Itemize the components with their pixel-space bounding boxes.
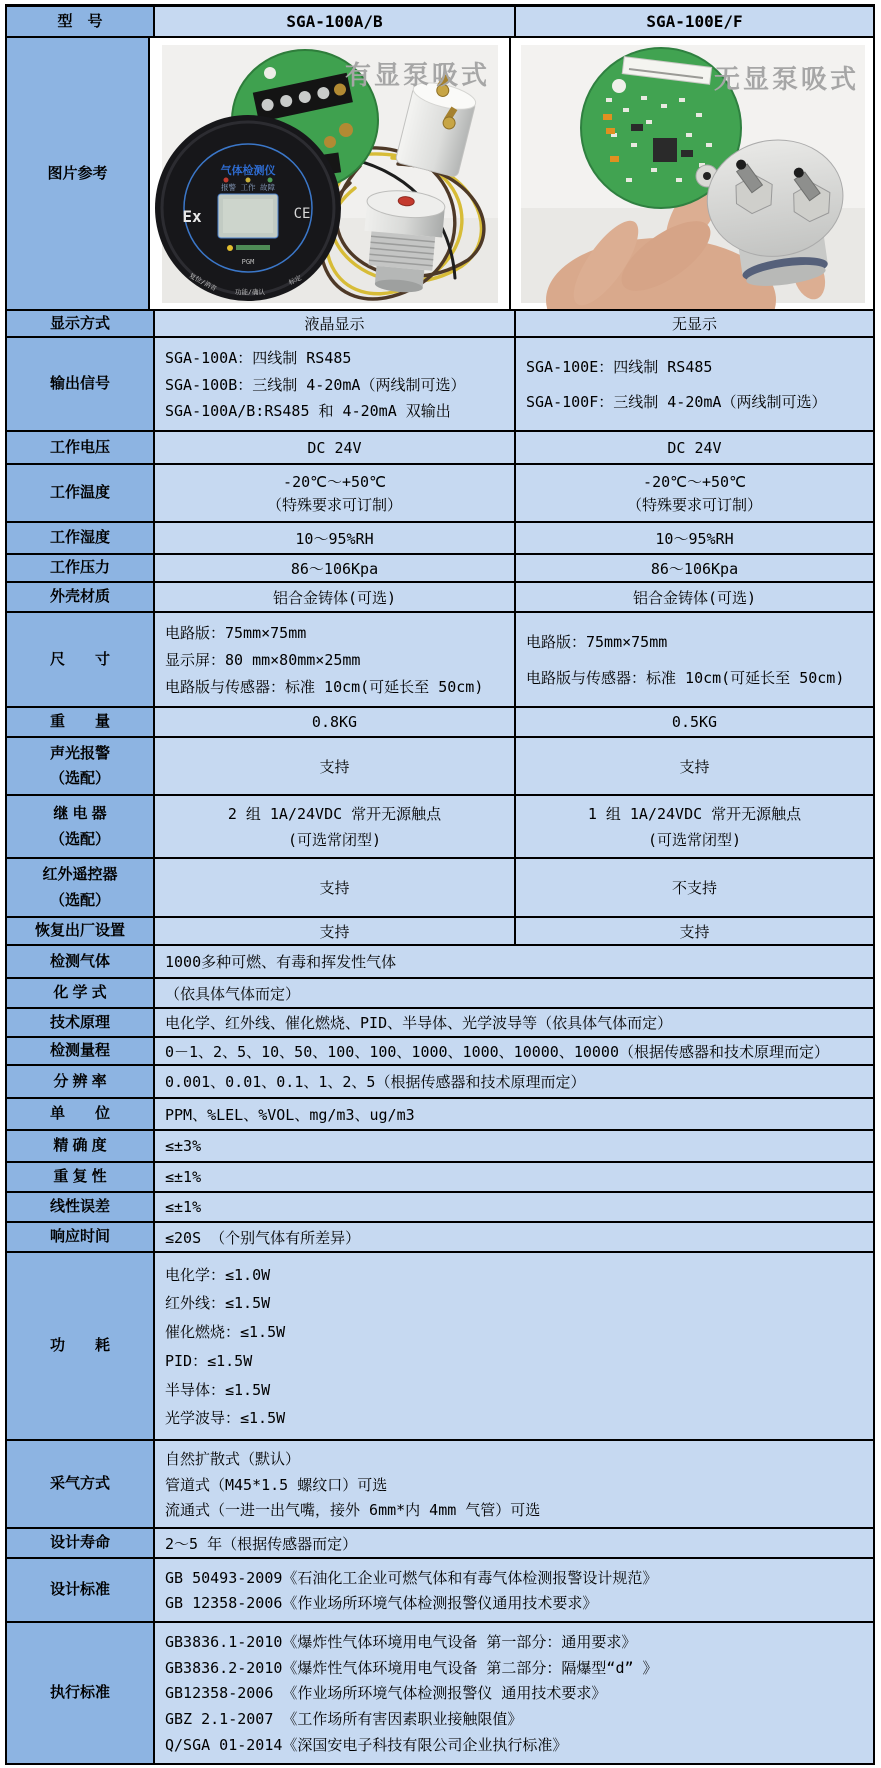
value-cell: 86～106Kpa <box>155 555 516 581</box>
value-cell: ≤±1% <box>155 1163 873 1191</box>
spec-row-dimensions <box>7 613 873 708</box>
value-cell <box>155 1623 873 1763</box>
value-cell: 铝合金铸体(可选) <box>516 583 873 611</box>
watermark-left: 有显泵吸式 <box>344 61 490 91</box>
pgm-label: PGM <box>241 258 255 266</box>
row-label: 技术原理 <box>7 1009 155 1036</box>
row-label: 检测量程 <box>7 1038 155 1064</box>
row-label: 化 学 式 <box>7 979 155 1007</box>
value-line: GB 50493-2009《石油化工企业可燃气体和有毒气体检测报警设计规范》 <box>165 1568 658 1587</box>
button-label-mid: 功能/确认 <box>235 288 265 296</box>
value-cell: DC 24V <box>155 432 516 463</box>
fault-led <box>268 178 273 183</box>
value-cell: 支持 <box>516 738 873 794</box>
row-label: 执行标准 <box>7 1623 155 1763</box>
spec-row-relay <box>7 796 873 859</box>
row-label: 单 位 <box>7 1099 155 1129</box>
value-cell: PPM、%LEL、%VOL、mg/m3、ug/m3 <box>155 1099 873 1129</box>
spec-row-repeatability <box>7 1163 873 1193</box>
spec-row-temperature <box>7 465 873 523</box>
row-label-line: （选配） <box>49 891 110 909</box>
value-cell: 铝合金铸体(可选) <box>155 583 516 611</box>
photo-cell-right <box>511 38 873 309</box>
detector-title: 气体检测仪 <box>220 164 276 177</box>
value-line: SGA-100E：四线制 RS485 <box>526 357 713 376</box>
spec-row-display <box>7 311 873 338</box>
spec-row-exec-standards <box>7 1623 873 1763</box>
value-cell <box>155 338 516 430</box>
lcd-inner <box>223 199 273 233</box>
value-cell: 0.8KG <box>155 708 516 736</box>
spec-row-gases <box>7 946 873 979</box>
value-cell <box>155 796 516 857</box>
value-line: 管道式（M45*1.5 螺纹口）可选 <box>165 1475 388 1494</box>
value-cell: 支持 <box>155 918 516 944</box>
value-line: 2 组 1A/24VDC 常开无源触点 <box>227 805 442 824</box>
row-label-line: 声光报警 <box>49 744 110 762</box>
value-line: 电路版：75mm×75mm <box>526 633 668 651</box>
value-cell: 1000多种可燃、有毒和挥发性气体 <box>155 946 873 977</box>
row-label: 重 复 性 <box>7 1163 155 1191</box>
value-line: 电路版与传感器：标准 10cm(可延长至 50cm) <box>526 669 845 687</box>
row-label: 尺 寸 <box>7 613 155 706</box>
value-line: 显示屏：80 mm×80mm×25mm <box>165 651 361 669</box>
value-line: (可选常闭型) <box>647 830 742 849</box>
value-line: 电化学：≤1.0W <box>165 1265 271 1284</box>
value-line: GBZ 2.1-2007 《工作场所有害因素职业接触限值》 <box>165 1710 523 1729</box>
row-label-line: 红外遥控器 <box>42 866 118 883</box>
value-cell: 10～95%RH <box>155 523 516 553</box>
spec-row-weight <box>7 708 873 738</box>
row-label <box>7 738 155 794</box>
led-labels: 报警 工作 故障 <box>220 183 276 192</box>
value-line: 1 组 1A/24VDC 常开无源触点 <box>587 805 802 824</box>
row-label: 工作电压 <box>7 432 155 463</box>
spec-row-housing <box>7 583 873 613</box>
row-label: 精 确 度 <box>7 1131 155 1161</box>
alarm-led <box>224 178 229 183</box>
row-label: 工作湿度 <box>7 523 155 553</box>
value-line: （特殊要求可订制） <box>626 496 762 515</box>
value-cell: ≤20S （个别气体有所差异） <box>155 1223 873 1251</box>
brand-dot <box>227 245 233 251</box>
product-spec-table <box>5 4 875 1765</box>
value-cell <box>155 1559 873 1621</box>
spec-row-ir-remote <box>7 859 873 918</box>
spec-row-voltage <box>7 432 873 465</box>
spec-row-resolution <box>7 1066 873 1099</box>
header-model-a-b: SGA-100A/B <box>155 7 516 36</box>
spec-row-pressure <box>7 555 873 583</box>
image-row <box>7 38 873 311</box>
spec-row-lifespan <box>7 1529 873 1559</box>
value-line: SGA-100A：四线制 RS485 <box>165 348 352 367</box>
spec-row-principle <box>7 1009 873 1038</box>
value-line: GB 12358-2006《作业场所环境气体检测报警仪通用技术要求》 <box>165 1594 598 1613</box>
value-line: 流通式（一进一出气嘴，接外 6mm*内 4mm 气管）可选 <box>165 1500 541 1519</box>
value-cell: DC 24V <box>516 432 873 463</box>
value-cell: 支持 <box>155 859 516 916</box>
value-line: Q/SGA 01-2014《深国安电子科技有限公司企业执行标准》 <box>165 1736 568 1755</box>
value-line: （特殊要求可订制） <box>266 496 402 515</box>
spec-row-humidity <box>7 523 873 555</box>
spec-row-alarm <box>7 738 873 796</box>
value-line: 电路版：75mm×75mm <box>165 624 307 642</box>
value-line: -20℃～+50℃ <box>283 472 386 491</box>
row-label: 设计寿命 <box>7 1529 155 1557</box>
ce-mark: CE <box>293 206 311 222</box>
row-label: 检测气体 <box>7 946 155 977</box>
value-cell: 0.001、0.01、0.1、1、2、5（根据传感器和技术原理而定） <box>155 1066 873 1097</box>
button-label-left: 复位/消音 <box>187 271 219 293</box>
value-cell <box>155 465 516 521</box>
value-line: SGA-100B：三线制 4-20mA（两线制可选） <box>165 375 466 394</box>
value-line: PID：≤1.5W <box>165 1351 253 1370</box>
value-cell: 无显示 <box>516 311 873 336</box>
spec-row-factory-reset <box>7 918 873 946</box>
value-cell: 2～5 年（根据传感器而定） <box>155 1529 873 1557</box>
value-cell <box>516 796 873 857</box>
spec-row-units <box>7 1099 873 1131</box>
value-cell <box>155 613 516 706</box>
photo-cell-left <box>150 38 511 309</box>
work-led <box>246 178 251 183</box>
row-label-line: （选配） <box>49 830 110 848</box>
row-label: 响应时间 <box>7 1223 155 1251</box>
value-line: GB3836.2-2010《爆炸性气体环境用电气设备 第二部分：隔爆型“d” 》 <box>165 1658 658 1677</box>
row-label: 恢复出厂设置 <box>7 918 155 944</box>
row-label: 线性误差 <box>7 1193 155 1221</box>
value-cell: 10～95%RH <box>516 523 873 553</box>
value-cell: 86～106Kpa <box>516 555 873 581</box>
spec-row-formula <box>7 979 873 1009</box>
spec-row-power <box>7 1253 873 1441</box>
row-label: 采气方式 <box>7 1441 155 1527</box>
value-cell <box>516 338 873 430</box>
value-cell <box>516 465 873 521</box>
value-cell <box>155 1441 873 1527</box>
value-cell: 支持 <box>155 738 516 794</box>
value-cell <box>516 613 873 706</box>
row-label: 工作温度 <box>7 465 155 521</box>
spec-row-design-standards <box>7 1559 873 1623</box>
value-line: SGA-100A/B:RS485 和 4-20mA 双输出 <box>165 402 451 421</box>
value-line: 催化燃烧：≤1.5W <box>165 1323 286 1342</box>
row-label <box>7 859 155 916</box>
value-cell: 液晶显示 <box>155 311 516 336</box>
product-photo-pump-with-display <box>150 38 509 309</box>
value-line: 半导体：≤1.5W <box>165 1380 271 1399</box>
spec-row-response-time <box>7 1223 873 1253</box>
spec-row-output-signal <box>7 338 873 432</box>
image-row-label: 图片参考 <box>7 38 150 309</box>
row-label: 外壳材质 <box>7 583 155 611</box>
row-label: 输出信号 <box>7 338 155 430</box>
row-label: 功 耗 <box>7 1253 155 1439</box>
spec-row-sampling <box>7 1441 873 1529</box>
value-cell: 不支持 <box>516 859 873 916</box>
value-cell: 支持 <box>516 918 873 944</box>
brass-screw <box>324 136 336 148</box>
row-label: 显示方式 <box>7 311 155 336</box>
value-line: 红外线：≤1.5W <box>165 1294 271 1313</box>
value-cell: 0－1、2、5、10、50、100、100、1000、1000、10000、10000（根据传感器和技术原理而定） <box>155 1038 873 1064</box>
row-label: 设计标准 <box>7 1559 155 1621</box>
spec-row-linearity <box>7 1193 873 1223</box>
value-line: 自然扩散式（默认） <box>165 1450 301 1469</box>
value-cell: ≤±1% <box>155 1193 873 1221</box>
gas-detector-display-unit <box>155 115 341 301</box>
row-label <box>7 796 155 857</box>
header-row <box>7 7 873 38</box>
value-line: GB3836.1-2010《爆炸性气体环境用电气设备 第一部分：通用要求》 <box>165 1632 637 1651</box>
product-photo-pump-no-display <box>511 38 873 309</box>
value-line: GB12358-2006 《作业场所环境气体检测报警仪 通用技术要求》 <box>165 1684 607 1703</box>
row-label: 工作压力 <box>7 555 155 581</box>
value-cell: ≤±3% <box>155 1131 873 1161</box>
watermark-right: 无显泵吸式 <box>713 65 859 95</box>
row-label: 分 辨 率 <box>7 1066 155 1097</box>
header-model-e-f: SGA-100E/F <box>516 7 873 36</box>
button-label-right: 标定 <box>287 273 303 287</box>
spec-row-range <box>7 1038 873 1066</box>
ex-mark: Ex <box>182 207 202 226</box>
row-label-line: 继 电 器 <box>53 805 107 822</box>
value-line: -20℃～+50℃ <box>643 472 746 491</box>
value-cell: （依具体气体而定） <box>155 979 873 1007</box>
brand-text-blur <box>236 245 270 250</box>
value-line: 光学波导：≤1.5W <box>165 1409 286 1428</box>
spec-row-accuracy <box>7 1131 873 1163</box>
row-label-line: （选配） <box>49 770 110 787</box>
header-model-label: 型 号 <box>7 7 155 36</box>
value-cell: 电化学、红外线、催化燃烧、PID、半导体、光学波导等（依具体气体而定） <box>155 1009 873 1036</box>
row-label: 重 量 <box>7 708 155 736</box>
value-line: 电路版与传感器：标准 10cm(可延长至 50cm) <box>165 678 484 696</box>
value-line: SGA-100F：三线制 4-20mA（两线制可选） <box>526 393 827 412</box>
value-cell: 0.5KG <box>516 708 873 736</box>
value-cell <box>155 1253 873 1439</box>
brass-screw <box>339 123 353 137</box>
value-line: (可选常闭型) <box>287 830 382 849</box>
